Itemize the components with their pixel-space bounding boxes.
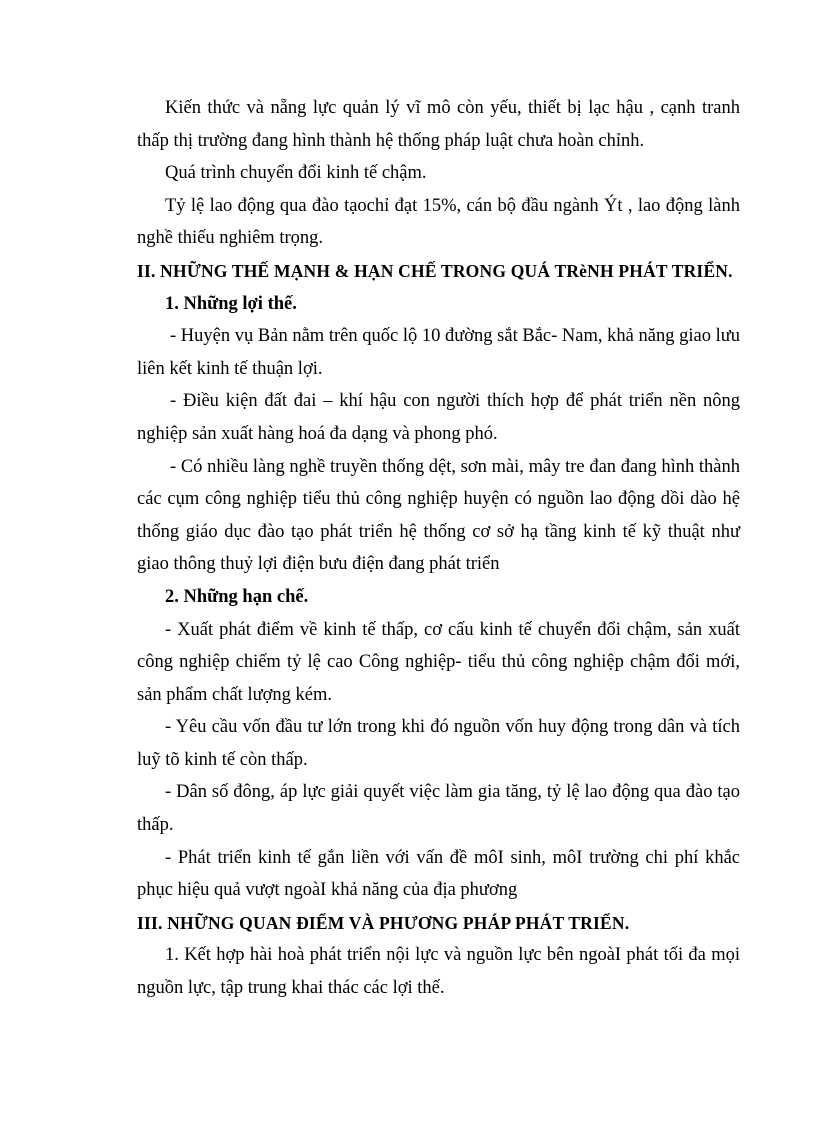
section-2-heading: II. NHỮNG THẾ MẠNH & HẠN CHẾ TRONG QUÁ TRèNH PHÁT TRIỂN. xyxy=(137,260,733,281)
limitation-item-starting-point: - Xuất phát điểm về kinh tế thấp, cơ cấu kinh tế chuyển đổi chậm, sản xuất công nghiệp chiếm tỷ lệ cao Công nghiệp- tiểu thủ công nghiệp chậm đổi mới, sản phẩm chất lượng kém. xyxy=(137,619,740,705)
limitations-title: 2. Những hạn chế. xyxy=(165,586,309,607)
limitation-item-environment: - Phát triển kinh tế gắn liền với vấn đề môI sinh, môI trường chi phí khắc phục hiệu quả vượt ngoàI khả năng của địa phương xyxy=(137,847,740,901)
intro-paragraph-management: Kiến thức và nẵng lực quản lý vĩ mô còn yếu, thiết bị lạc hậu , cạnh tranh thấp thị trường đang hình thành hệ thống pháp luật chưa hoàn chỉnh. xyxy=(137,98,740,151)
limitation-item-investment: - Yêu cầu vốn đầu tư lớn trong khi đó nguồn vốn huy động trong dân và tích luỹ tõ kinh tế còn thấp. xyxy=(137,717,740,770)
section-3-item-1: 1. Kết hợp hài hoà phát triển nội lực và nguồn lực bên ngoàI phát tối đa mọi nguồn lực, tập trung khai thác các lợi thế. xyxy=(137,945,740,999)
intro-paragraph-economic-transition: Quá trình chuyển đổi kinh tế chậm. xyxy=(165,163,427,184)
document-body xyxy=(137,92,740,1005)
advantage-item-transport: - Huyện vụ Bản nằm trên quốc lộ 10 đường sắt Bắc- Nam, khả năng giao lưu liên kết kinh tế thuận lợi. xyxy=(137,326,740,379)
section-3-heading: III. NHỮNG QUAN ĐIỂM VÀ PHƯƠNG PHÁP PHÁT TRIỂN. xyxy=(137,912,630,933)
advantage-item-land-climate: - Điều kiện đất đai – khí hậu con người thích hợp để phát triển nền nông nghiệp sản xuất hàng hoá đa dạng và phong phó. xyxy=(137,391,740,444)
limitation-item-population: - Dân số đông, áp lực giải quyết việc làm gia tăng, tỷ lệ lao động qua đào tạo thấp. xyxy=(137,782,740,836)
advantages-title: 1. Những lợi thế. xyxy=(165,293,297,314)
advantage-item-craft-villages: - Có nhiều làng nghề truyền thống dệt, sơn mài, mây tre đan đang hình thành các cụm công nghiệp tiểu thủ công nghiệp huyện có nguồn lao động dồi dào hệ thống giáo dục đào tạo phát triển hệ thống cơ sở hạ tầng kinh tế kỹ thuật như giao thông thuỷ lợi điện bưu điện đang phát triển xyxy=(137,456,740,575)
intro-paragraph-labor-training: Tỷ lệ lao động qua đào tạochỉ đạt 15%, cán bộ đầu ngành Ýt , lao động lành nghề thiếu nghiêm trọng. xyxy=(137,195,740,249)
